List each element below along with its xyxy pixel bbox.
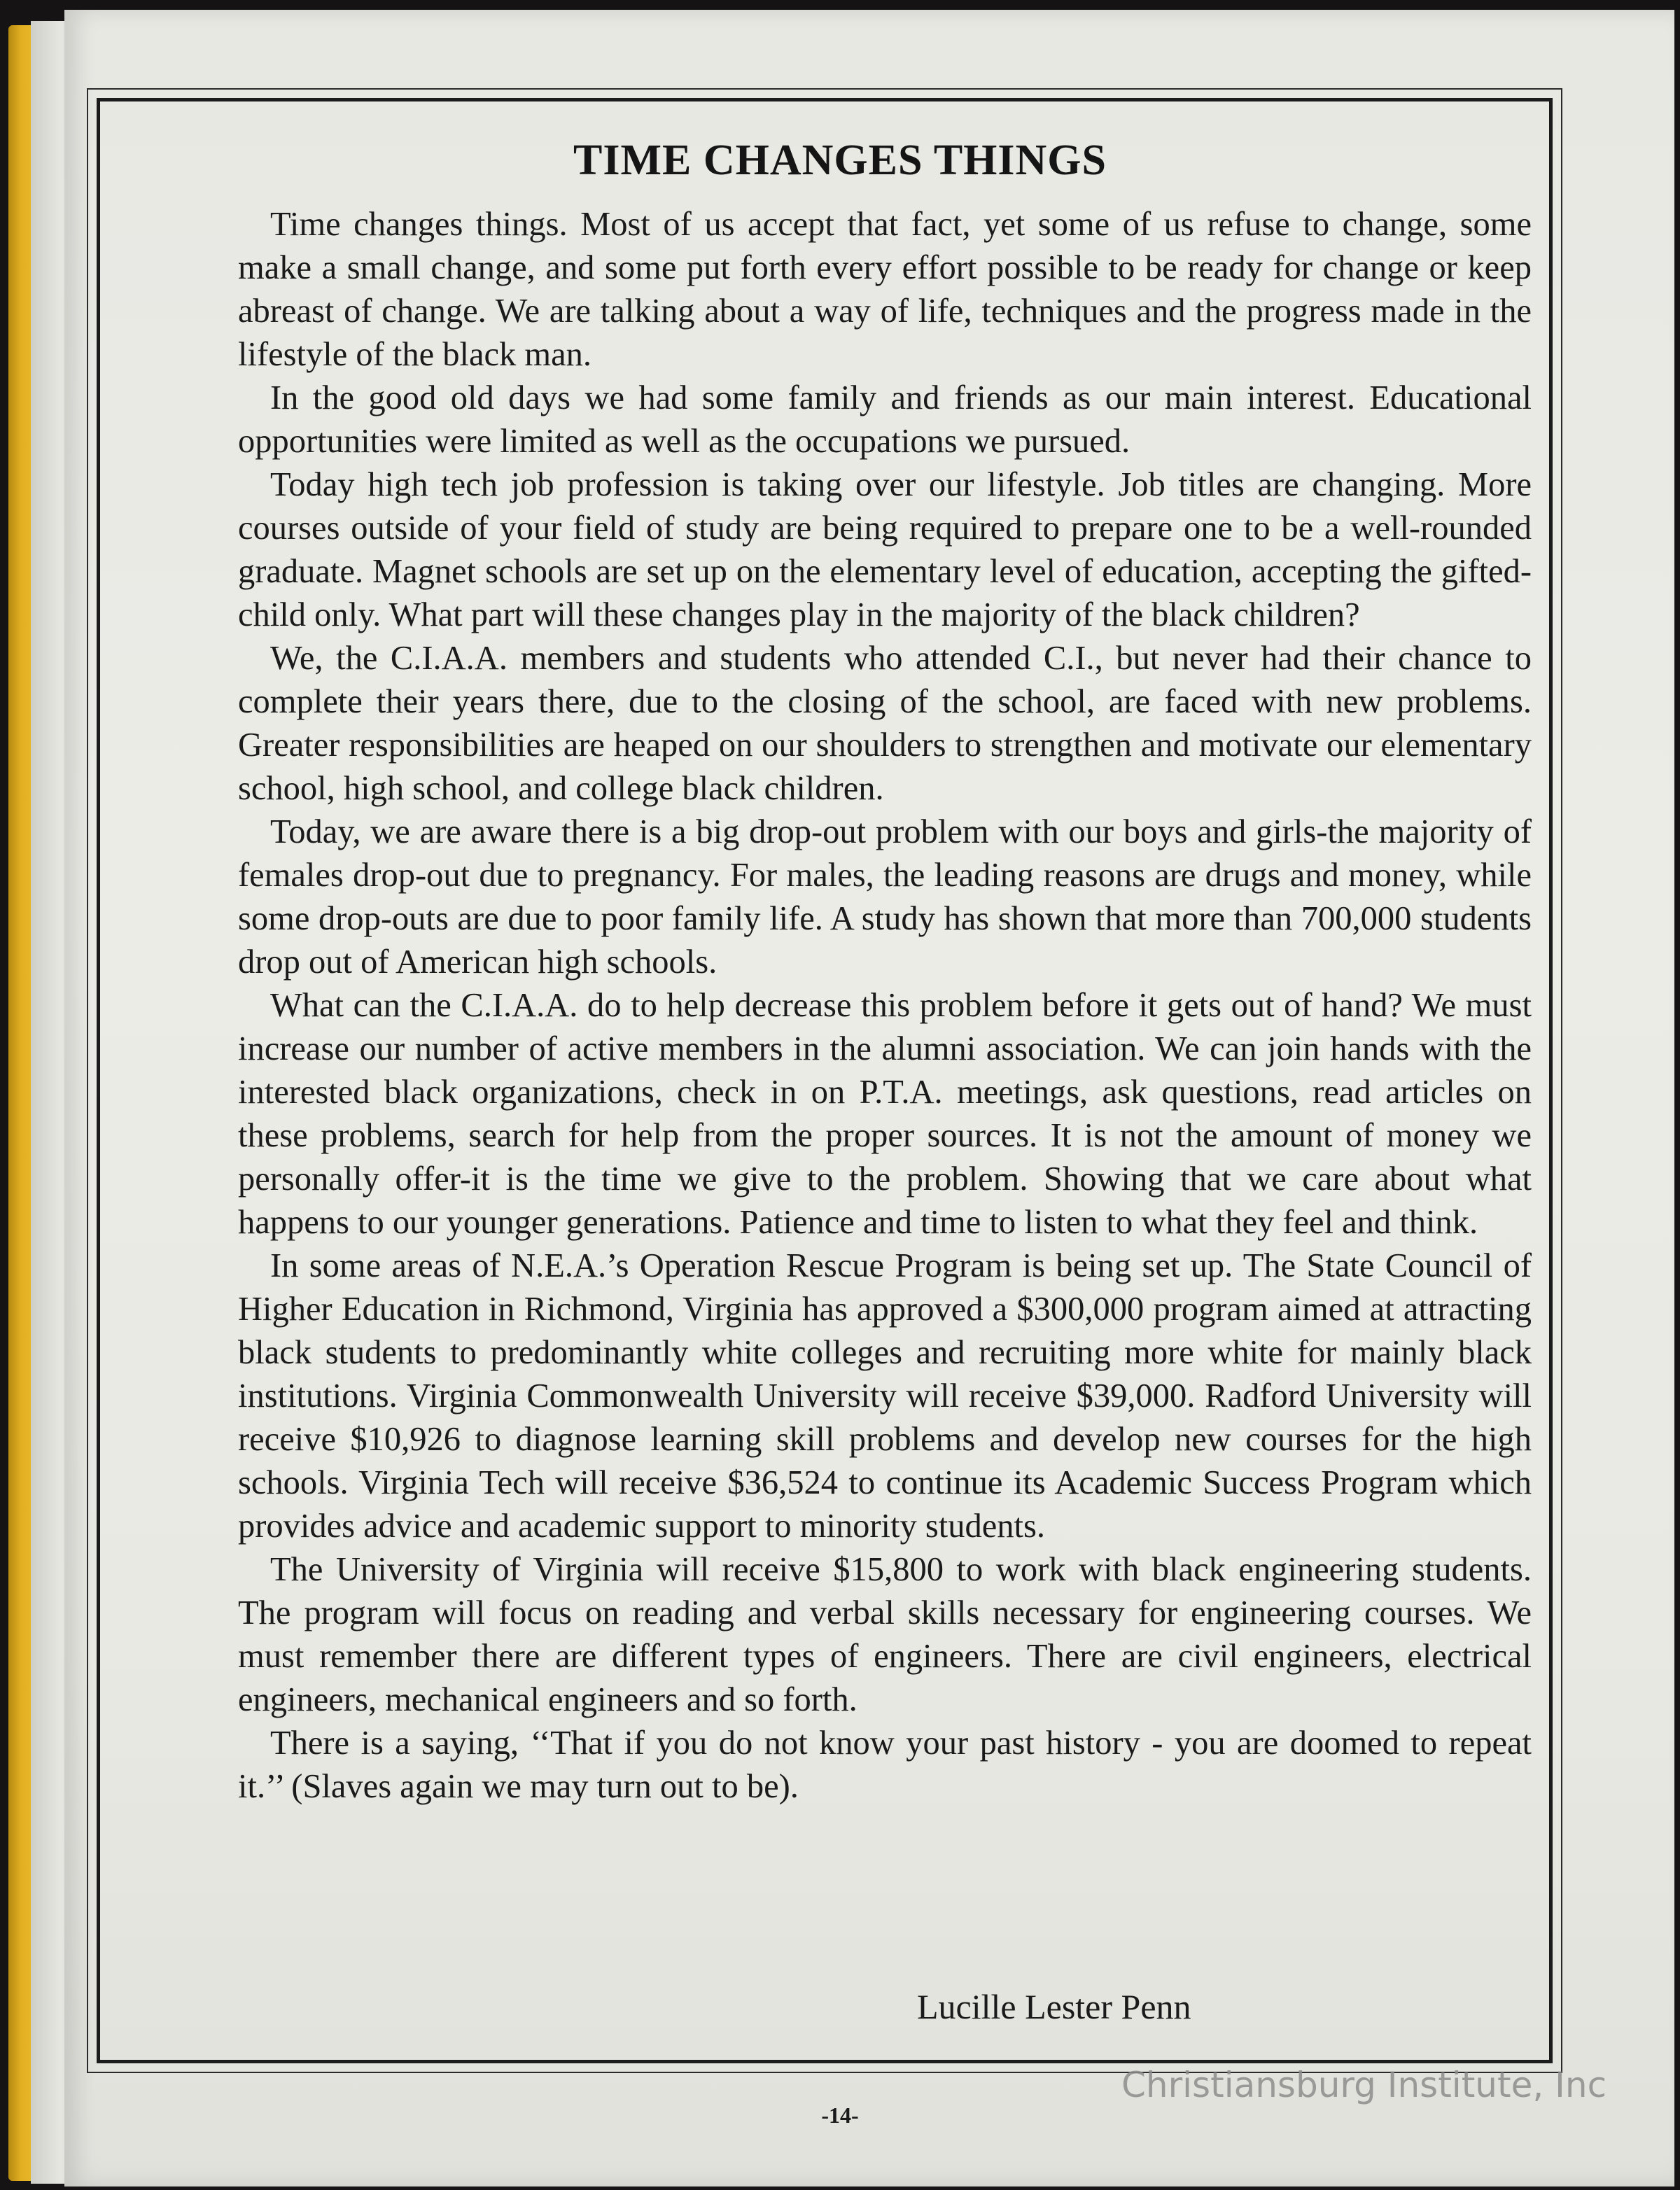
author-signature: Lucille Lester Penn [917, 1987, 1191, 2026]
paragraph: We, the C.I.A.A. members and students who attended C.I., but never had their chance to complete their years there, due to the closing of the school, are faced with new problems. Greater responsibilities are heaped on our shoulders to strengthen and motivate our elementary school, high school, and college black children. [238, 640, 1532, 807]
page-number: -14- [821, 2103, 859, 2128]
watermark: Christiansburg Institute, Inc [1121, 2065, 1607, 2105]
paragraph: Today high tech job profession is taking over our lifestyle. Job titles are changing. More courses outside of your field of study are being required to prepare one to be a well-rounded graduate. Magnet schools are set up on the elementary level of education, accepting the gifted-child only. What part will these changes play in the majority of the black children? [238, 466, 1532, 633]
paragraph: The University of Virginia will receive $15,800 to work with black engineering students. The program will focus on reading and verbal skills necessary for engineering courses. We must remember there are different types of engineers. There are civil engineers, electrical engineers, mechanical engineers and so forth. [238, 1551, 1532, 1718]
paragraph: There is a saying, ‘‘That if you do not know your past history - you are doomed to repeat it.’’ (Slaves again we may turn out to be). [238, 1725, 1532, 1805]
paragraph: Today, we are aware there is a big drop-out problem with our boys and girls-the majority of females drop-out due to pregnancy. For males, the leading reasons are drugs and money, while some drop-outs are due to poor family life. A study has shown that more than 700,000 students drop out of American high schools. [238, 813, 1532, 981]
paragraph: What can the C.I.A.A. do to help decrease this problem before it gets out of hand? We must increase our number of active members in the alumni association. We can join hands with the interested black organizations, check in on P.T.A. meetings, ask questions, read articles on these problems, search for help from the proper sources. It is not the amount of money we personally offer-it is the time we give to the problem. Showing that we care about what happens to our younger generations. Patience and time to listen to what they feel and think. [238, 987, 1532, 1241]
paragraph: Time changes things. Most of us accept that fact, yet some of us refuse to change, some make a small change, and some put forth every effort possible to be ready for change or keep abreast of change. We are talking about a way of life, techniques and the progress made in the lifestyle of the black man. [238, 206, 1532, 373]
paragraph: In some areas of N.E.A.’s Operation Rescue Program is being set up. The State Council of Higher Education in Richmond, Virginia has approved a $300,000 program aimed at attracting black students to predominantly white colleges and recruiting more white for mainly black institutions. Virginia Commonwealth University will receive $39,000. Radford University will receive $10,926 to diagnose learning skill problems and develop new courses for the high schools. Virginia Tech will receive $36,524 to continue its Academic Success Program which provides advice and academic support to minority students. [238, 1247, 1532, 1545]
article-body [238, 203, 1532, 1809]
article-title: TIME CHANGES THINGS [573, 136, 1107, 184]
paragraph: In the good old days we had some family and friends as our main interest. Educational opportunities were limited as well as the occupations we pursued. [238, 379, 1532, 460]
